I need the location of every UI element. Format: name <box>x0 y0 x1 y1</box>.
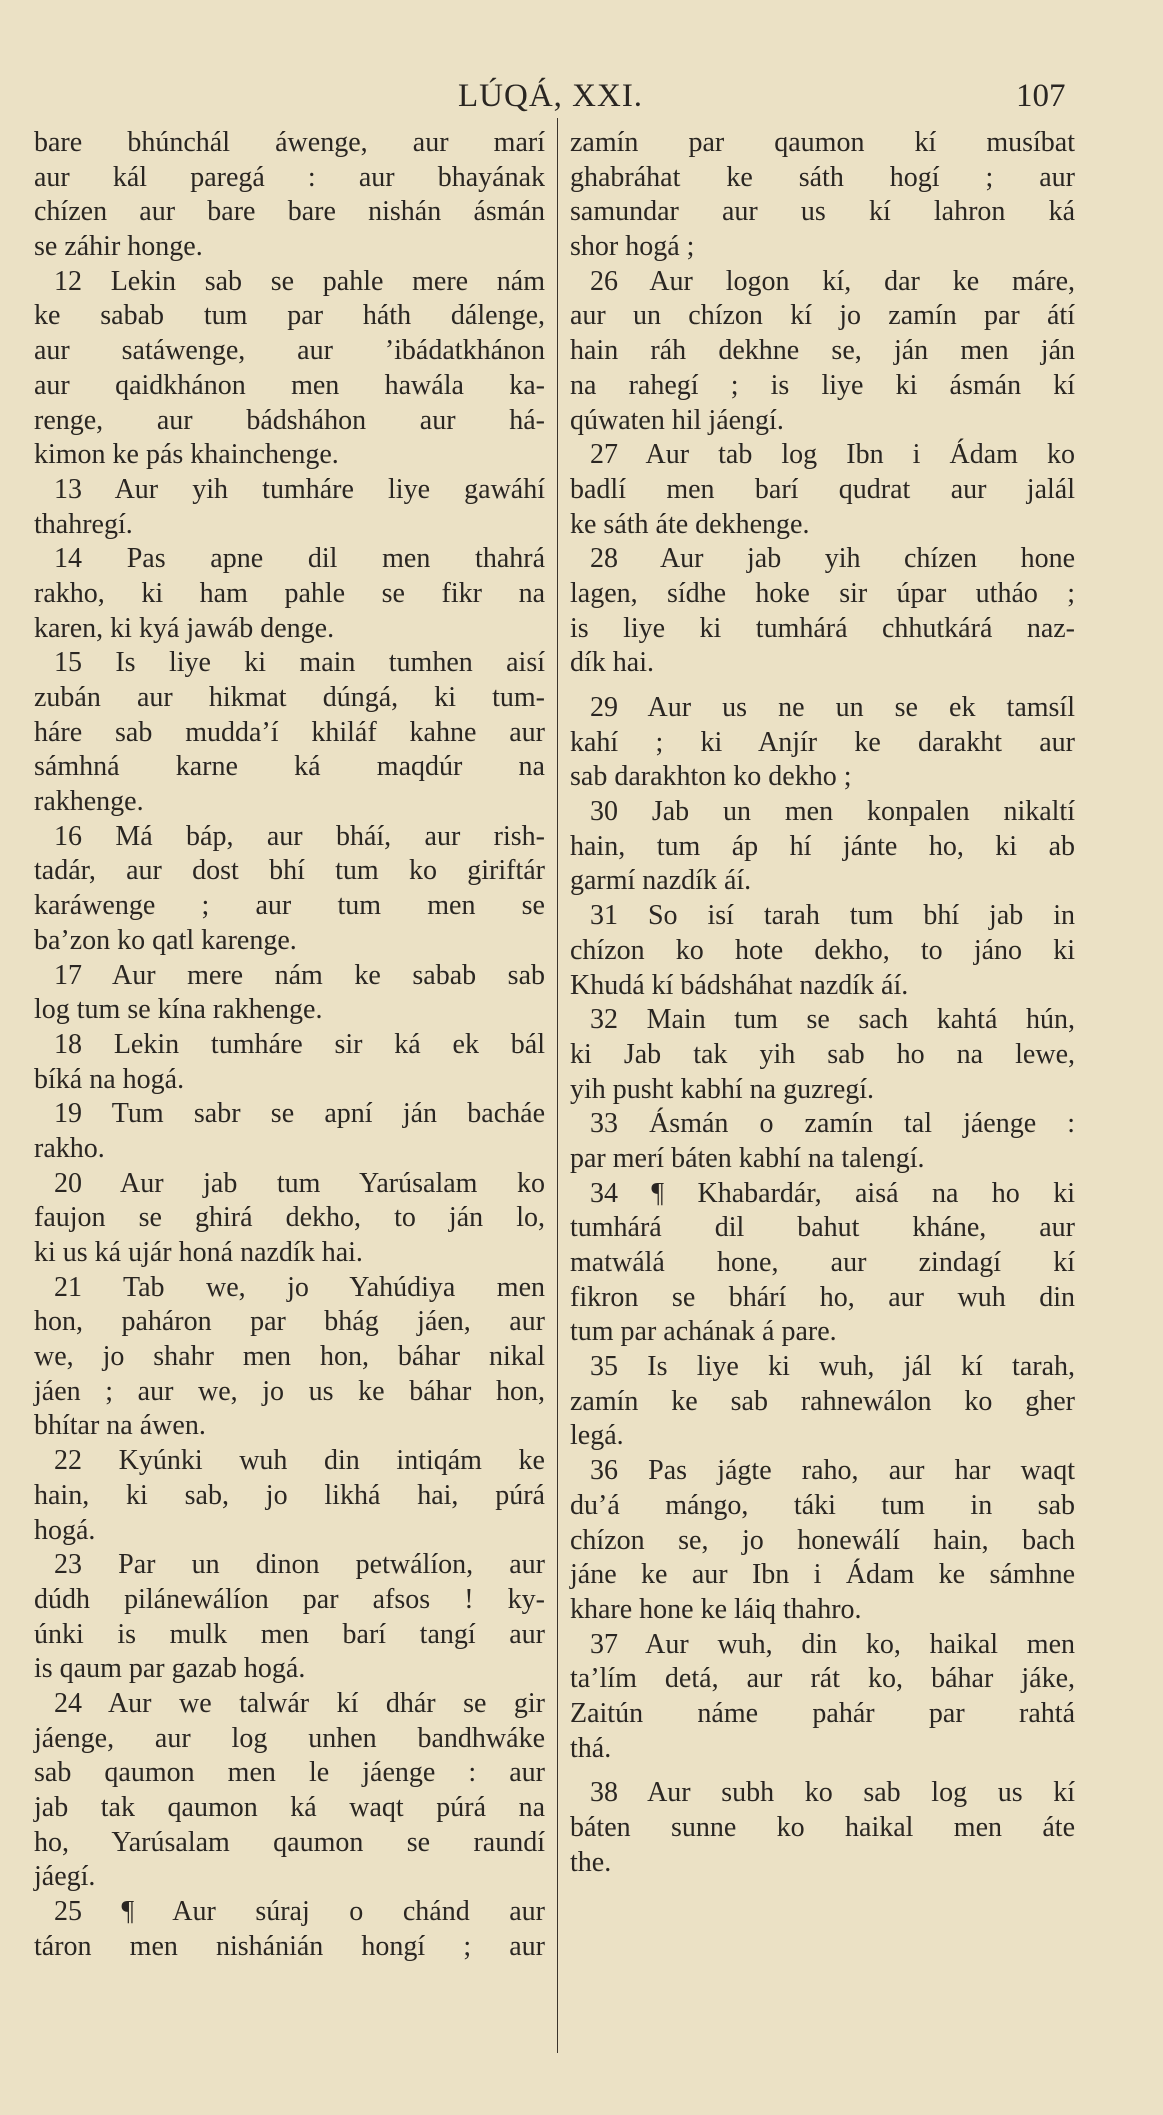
text-line: ta’lím detá, aur rát ko, báhar jáke, <box>570 1663 1075 1695</box>
text-line: chízon ko hote dekho, to jáno ki <box>570 934 1075 966</box>
text-line: hain, ki sab, jo likhá hai, púrá <box>34 1479 545 1511</box>
text-line: ho, Yarúsalam qaumon se raundí <box>34 1826 545 1858</box>
text-line: bare bhúnchál áwenge, aur marí <box>34 127 545 158</box>
text-line: aur qaidkhánon men hawála ka- <box>34 369 545 401</box>
text-line: 32 Main tum se sach kahtá hún, <box>590 1004 1075 1036</box>
text-line: se záhir honge. <box>34 231 203 263</box>
text-line: 27 Aur tab log Ibn i Ádam ko <box>590 439 1075 471</box>
text-line: aur satáwenge, aur ’ibádatkhánon <box>34 335 545 367</box>
text-line: 20 Aur jab tum Yarúsalam ko <box>54 1167 545 1199</box>
text-line: aur kál paregá : aur bhayának <box>34 161 545 193</box>
text-line: ki Jab tak yih sab ho na lewe, <box>570 1038 1075 1070</box>
text-line: Zaitún náme pahár par rahtá <box>570 1697 1075 1729</box>
text-line: rakho, ki ham pahle se fikr na <box>34 577 545 609</box>
text-line: 23 Par un dinon petwálíon, aur <box>54 1549 545 1581</box>
text-line: háre sab mudda’í khiláf kahne aur <box>34 716 545 748</box>
text-line: rakhenge. <box>34 786 144 818</box>
text-line: jáegí. <box>34 1861 96 1893</box>
text-line: Khudá kí bádsháhat nazdík áí. <box>570 969 909 1001</box>
text-line: báten sunne ko haikal men áte <box>570 1812 1075 1843</box>
text-line: zamín ke sab rahnewálon ko gher <box>570 1385 1075 1417</box>
text-line: 17 Aur mere nám ke sabab sab <box>54 959 545 991</box>
text-line: par merí báten kabhí na talengí. <box>570 1142 925 1174</box>
text-line: fikron se bhárí ho, aur wuh din <box>570 1281 1075 1313</box>
text-line: 13 Aur yih tumháre liye gawáhí <box>54 473 545 505</box>
text-line: chízen aur bare bare nishán ásmán <box>34 196 545 228</box>
text-line: chízon se, jo honewálí hain, bach <box>570 1524 1075 1556</box>
text-line: faujon se ghirá dekho, to ján lo, <box>34 1202 545 1234</box>
text-line: dúdh pilánewálíon par afsos ! ky- <box>34 1583 545 1615</box>
text-line: we, jo shahr men hon, báhar nikal <box>34 1341 545 1373</box>
text-line: tadár, aur dost bhí tum ko giriftár <box>34 855 545 887</box>
text-line: 14 Pas apne dil men thahrá <box>54 543 545 575</box>
text-line: badlí men barí qudrat aur jalál <box>570 473 1075 505</box>
left-column <box>34 126 545 1964</box>
text-line: 19 Tum sabr se apní ján bacháe <box>54 1098 545 1130</box>
text-line: garmí nazdík áí. <box>570 865 752 897</box>
text-line: dík hai. <box>570 647 654 679</box>
text-line: du’á mángo, táki tum in sab <box>570 1489 1075 1521</box>
text-line: rakho. <box>34 1132 105 1164</box>
text-line: aur un chízon kí jo zamín par átí <box>570 300 1075 332</box>
text-line: zubán aur hikmat dúngá, ki tum- <box>34 682 545 713</box>
text-line: ghabráhat ke sáth hogí ; aur <box>570 161 1075 193</box>
text-line: log tum se kína rakhenge. <box>34 994 323 1026</box>
text-line: hain ráh dekhne se, ján men ján <box>570 335 1075 367</box>
text-line: is qaum par gazab hogá. <box>34 1653 306 1685</box>
text-line: 25 ¶ Aur súraj o chánd aur <box>54 1896 545 1928</box>
text-line: 15 Is liye ki main tumhen aisí <box>54 647 545 679</box>
text-line: khare hone ke láiq thahro. <box>570 1593 862 1625</box>
text-line: legá. <box>570 1420 624 1452</box>
text-line: 36 Pas jágte raho, aur har waqt <box>590 1455 1075 1487</box>
text-line: bíká na hogá. <box>34 1063 185 1095</box>
text-line: únki is mulk men barí tangí aur <box>34 1618 545 1650</box>
text-line: hain, tum áp hí jánte ho, ki ab <box>570 830 1075 862</box>
text-line: 18 Lekin tumháre sir ká ek bál <box>54 1028 545 1060</box>
text-line: 21 Tab we, jo Yahúdiya men <box>54 1271 545 1303</box>
text-line: thá. <box>570 1732 612 1764</box>
text-line: 29 Aur us ne un se ek tamsíl <box>590 692 1075 723</box>
text-line: jáenge, aur log unhen bandhwáke <box>34 1722 545 1754</box>
text-line: 28 Aur jab yih chízen hone <box>590 543 1075 575</box>
text-line: the. <box>570 1846 612 1878</box>
text-line: 35 Is liye ki wuh, jál kí tarah, <box>590 1351 1075 1383</box>
text-line: kimon ke pás khainchenge. <box>34 439 339 471</box>
text-line: thahregí. <box>34 508 133 540</box>
text-line: yih pusht kabhí na guzregí. <box>570 1073 875 1105</box>
text-line: jáen ; aur we, jo us ke báhar hon, <box>34 1375 545 1407</box>
text-line: táron men nishánián hongí ; aur <box>34 1930 545 1962</box>
text-line: kahí ; ki Anjír ke darakht aur <box>570 726 1075 758</box>
text-line: matwálá hone, aur zindagí kí <box>570 1247 1075 1278</box>
text-line: 37 Aur wuh, din ko, haikal men <box>590 1628 1075 1660</box>
text-line: tum par achának á pare. <box>570 1316 837 1348</box>
text-line: hon, paháron par bhág jáen, aur <box>34 1306 545 1338</box>
text-line: sab qaumon men le jáenge : aur <box>34 1757 545 1789</box>
text-line: hogá. <box>34 1514 96 1546</box>
text-line: zamín par qaumon kí musíbat <box>570 127 1075 158</box>
text-line: renge, aur bádsháhon aur há- <box>34 404 545 436</box>
text-line: ki us ká ujár honá nazdík hai. <box>34 1237 363 1268</box>
right-column <box>570 126 1075 1880</box>
text-line: karen, ki kyá jawáb denge. <box>34 612 335 644</box>
text-line: lagen, sídhe hoke sir úpar utháo ; <box>570 577 1075 609</box>
text-line: 34 ¶ Khabardár, aisá na ho ki <box>590 1177 1075 1209</box>
page-header <box>0 78 1163 118</box>
text-line: na rahegí ; is liye ki ásmán kí <box>570 369 1075 401</box>
text-line: bhítar na áwen. <box>34 1410 206 1442</box>
text-line: 33 Ásmán o zamín tal jáenge : <box>590 1108 1075 1140</box>
text-line: jáne ke aur Ibn i Ádam ke sámhne <box>570 1559 1075 1591</box>
running-title: LÚQÁ, XXI. <box>458 78 644 114</box>
text-line: 22 Kyúnki wuh din intiqám ke <box>54 1445 545 1477</box>
text-line: jab tak qaumon ká waqt púrá na <box>34 1792 545 1823</box>
text-line: ke sáth áte dekhenge. <box>570 508 810 540</box>
text-line: ba’zon ko qatl karenge. <box>34 924 297 956</box>
text-line: shor hogá ; <box>570 231 695 263</box>
text-line: 26 Aur logon kí, dar ke máre, <box>590 265 1075 297</box>
text-line: 38 Aur subh ko sab log us kí <box>590 1777 1075 1809</box>
text-line: sab darakhton ko dekho ; <box>570 761 852 793</box>
text-line: 31 So isí tarah tum bhí jab in <box>590 900 1075 932</box>
text-line: tumhárá dil bahut kháne, aur <box>570 1212 1075 1244</box>
text-line: 30 Jab un men konpalen nikaltí <box>590 796 1075 828</box>
text-line: 16 Má báp, aur bháí, aur rish- <box>54 820 545 852</box>
column-divider <box>557 118 558 2053</box>
text-line: ke sabab tum par háth dálenge, <box>34 300 545 332</box>
text-line: is liye ki tumhárá chhutkárá naz- <box>570 612 1075 644</box>
text-line: sámhná karne ká maqdúr na <box>34 751 545 783</box>
text-line: karáwenge ; aur tum men se <box>34 890 545 922</box>
page-number: 107 <box>1016 78 1066 114</box>
text-line: samundar aur us kí lahron ká <box>570 196 1075 228</box>
text-line: 12 Lekin sab se pahle mere nám <box>54 265 545 297</box>
text-line: qúwaten hil jáengí. <box>570 404 784 436</box>
text-line: 24 Aur we talwár kí dhár se gir <box>54 1687 545 1719</box>
